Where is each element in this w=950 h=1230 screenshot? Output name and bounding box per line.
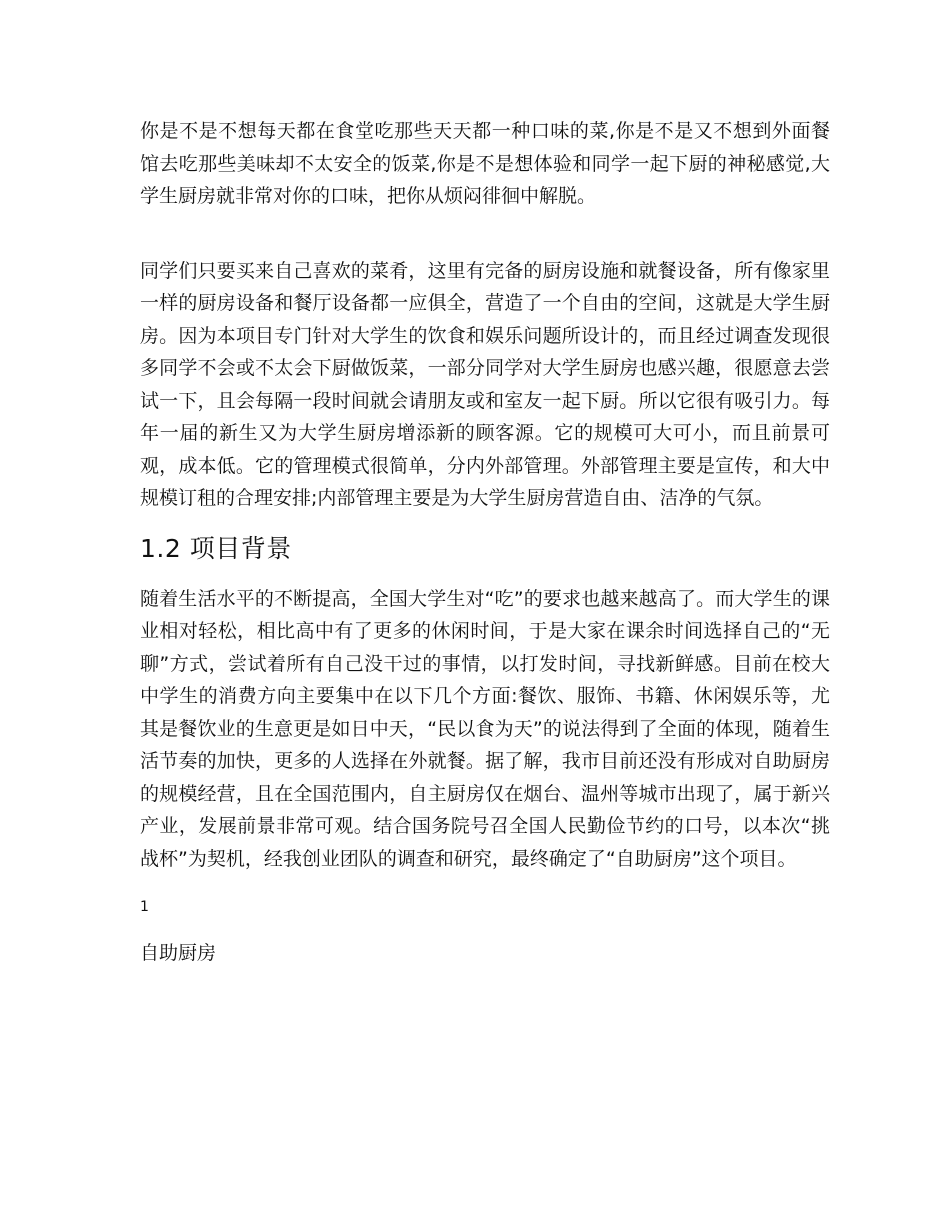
background-paragraph: 随着生活水平的不断提高，全国大学生对“吃”的要求也越来越高了。而大学生的课业相对轻松，相比高中有了更多的休闲时间，于是大家在课余时间选择自己的“无聊”方式，尝试着所有自己没干过的事情，以打发时间，寻找新鲜感。目前在校大中学生的消费方向主要集中在以下几个方面:餐饮、服饰、书籍、休闲娱乐等，尤其是餐饮业的生意更是如日中天，“民以食为天”的说法得到了全面的体现，随着生活节奏的加快，更多的人选择在外就餐。据了解，我市目前还没有形成对自助厨房的规模经营，且在全国范围内，自主厨房仅在烟台、温州等城市出现了，属于新兴产业，发展前景非常可观。结合国务院号召全国人民勤俭节约的口号，以本次“挑战杯”为契机，经我创业团队的调查和研究，最终确定了“自助厨房”这个项目。 bbox=[140, 587, 830, 870]
running-title: 自助厨房 bbox=[140, 942, 217, 964]
section-heading: 1.2 项目背景 bbox=[140, 533, 292, 563]
intro-paragraph: 你是不是不想每天都在食堂吃那些天天都一种口味的菜,你是不是又不想到外面餐馆去吃那些美味却不太安全的饭菜,你是不是想体验和同学一起下厨的神秘感觉,大学生厨房就非常对你的口味，把你从烦闷徘徊中解脱。 bbox=[140, 120, 830, 207]
document-body bbox=[140, 115, 830, 967]
description-paragraph: 同学们只要买来自己喜欢的菜肴，这里有完备的厨房设施和就餐设备，所有像家里一样的厨房设备和餐厅设备都一应俱全，营造了一个自由的空间，这就是大学生厨房。因为本项目专门针对大学生的饮食和娱乐问题所设计的，而且经过调查发现很多同学不会或不太会下厨做饭菜，一部分同学对大学生厨房也感兴趣，很愿意去尝试一下，且会每隔一段时间就会请朋友或和室友一起下厨。所以它很有吸引力。每年一届的新生又为大学生厨房增添新的顾客源。它的规模可大可小，而且前景可观，成本低。它的管理模式很简单，分内外部管理。外部管理主要是宣传，和大中规模订租的合理安排;内部管理主要是为大学生厨房营造自由、洁净的气氛。 bbox=[140, 259, 830, 509]
page-number: 1 bbox=[140, 899, 149, 915]
